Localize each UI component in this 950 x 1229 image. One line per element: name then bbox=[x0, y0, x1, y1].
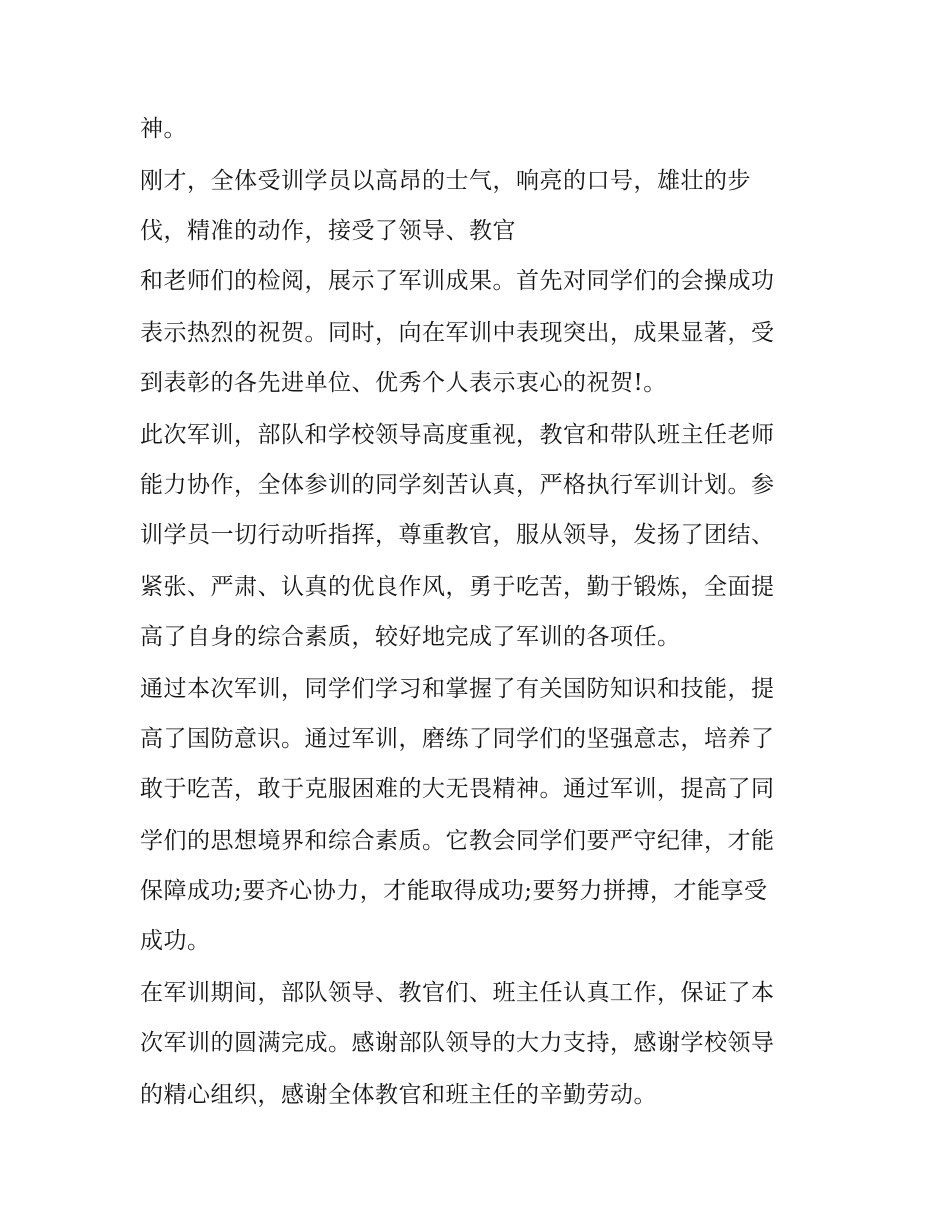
text-line: 到表彰的各先进单位、优秀个人表示衷心的祝贺!。 bbox=[140, 370, 667, 396]
text-line: 训学员一切行动听指挥，尊重教官，服从领导，发扬了团结、 bbox=[140, 522, 775, 548]
text-line: 此次军训，部队和学校领导高度重视，教官和带队班主任老师 bbox=[140, 422, 775, 448]
text-line: 和老师们的检阅，展示了军训成果。首先对同学们的会操成功 bbox=[140, 268, 775, 294]
text-line: 在军训期间，部队领导、教官们、班主任认真工作，保证了本 bbox=[140, 980, 775, 1006]
text-line: 紧张、严肃、认真的优良作风，勇于吃苦，勤于锻炼，全面提 bbox=[140, 574, 775, 600]
text-line: 次军训的圆满完成。感谢部队领导的大力支持，感谢学校领导 bbox=[140, 1030, 775, 1056]
text-line: 高了国防意识。通过军训，磨练了同学们的坚强意志，培养了 bbox=[140, 726, 775, 752]
text-line: 表示热烈的祝贺。同时，向在军训中表现突出，成果显著，受 bbox=[140, 320, 775, 346]
text-line: 敢于吃苦，敢于克服困难的大无畏精神。通过军训，提高了同 bbox=[140, 776, 775, 802]
text-line: 的精心组织，感谢全体教官和班主任的辛勤劳动。 bbox=[140, 1082, 657, 1108]
text-line: 成功。 bbox=[140, 928, 211, 954]
text-line: 学们的思想境界和综合素质。它教会同学们要严守纪律，才能 bbox=[140, 828, 775, 854]
text-line: 保障成功;要齐心协力，才能取得成功;要努力拼搏，才能享受 bbox=[140, 878, 768, 904]
text-line: 伐，精准的动作，接受了领导、教官 bbox=[140, 218, 516, 244]
text-line: 能力协作，全体参训的同学刻苦认真，严格执行军训计划。参 bbox=[140, 472, 775, 498]
text-line: 高了自身的综合素质，较好地完成了军训的各项任。 bbox=[140, 624, 681, 650]
text-line: 神。 bbox=[140, 116, 187, 142]
text-line: 刚才，全体受训学员以高昂的士气，响亮的口号，雄壮的步 bbox=[140, 168, 751, 194]
text-line: 通过本次军训，同学们学习和掌握了有关国防知识和技能，提 bbox=[140, 676, 775, 702]
